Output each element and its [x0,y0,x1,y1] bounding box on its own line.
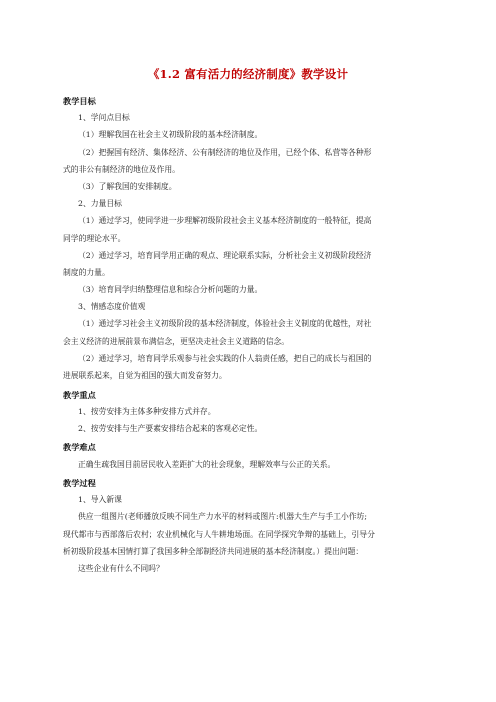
paragraph-line: 现代都市与西部落后农村；农业机械化与人牛耕地场面。在同学探究争辩的基础上，引导分 [63,529,375,539]
process-subheading-intro: 1、导入新课 [78,495,122,505]
paragraph-line: 析初级阶段基本国情打算了我国多种全部制经济共同进展的基本经济制度。）提出问题： [63,546,364,556]
section-heading-goals: 教学目标 [63,96,96,106]
paragraph-line: （2）通过学习，培育同学乐观参与社会实践的仆人翁责任感，把自己的成长与祖国的 [78,353,372,363]
paragraph-line: （2）把握国有经济、集体经济、公有制经济的地位及作用，已经个体、私营等各种形 [78,147,372,157]
document-title: 《1.2 富有活力的经济制度》教学设计 [147,67,349,81]
section-heading-key-points: 教学重点 [63,389,96,400]
paragraph-line: 同学的理论水平。 [63,233,126,243]
paragraph-line: 式的非公有制经济的地位及作用。 [63,164,180,174]
paragraph-line: （3）了解我国的安排制度。 [78,181,177,191]
goal-subheading-knowledge: 1、学问点目标 [78,113,130,123]
section-heading-process: 教学过程 [63,478,96,489]
paragraph-line: （1）理解我国在社会主义初级阶段的基本经济制度。 [78,130,263,140]
goal-subheading-ability: 2、力量目标 [78,199,122,209]
section-heading-difficulties: 教学难点 [63,442,96,453]
goal-subheading-attitude: 3、情感态度价值观 [78,302,146,312]
paragraph-line: 正确生疏我国目前居民收入差距扩大的社会现象，理解效率与公正的关系。 [78,459,336,469]
paragraph-line: 2、按劳安排与生产要素安排结合起来的客观必定性。 [78,423,263,433]
paragraph-line: （2）通过学习，培育同学用正确的观点、理论联系实际，分析社会主义初级阶段经济 [78,250,372,260]
paragraph-line: 1、按劳安排为主体多种安排方式并存。 [78,406,216,416]
paragraph-line: 制度的力量。 [63,267,110,277]
paragraph-line: 供应一组图片(老师播放反映不同生产力水平的材料或图片:机器大生产与手工小作坊; [78,512,367,522]
paragraph-line: 这些企业有什么不同吗？ [78,564,164,573]
document-body [63,96,435,574]
paragraph-line: （1）通过学习社会主义初级阶段的基本经济制度，体验社会主义制度的优越性，对社 [78,319,372,329]
paragraph-line: 进展联系起来，自觉为祖国的强大而发奋努力。 [63,371,227,380]
paragraph-line: （3）培育同学归纳整理信息和综合分析问题的力量。 [78,285,263,295]
paragraph-line: 会主义经济的进展前景布满信念，更坚决走社会主义道路的信念。 [63,336,290,346]
paragraph-line: （1）通过学习，使同学进一步理解初级阶段社会主义基本经济制度的一般特征，提高 [78,216,372,226]
